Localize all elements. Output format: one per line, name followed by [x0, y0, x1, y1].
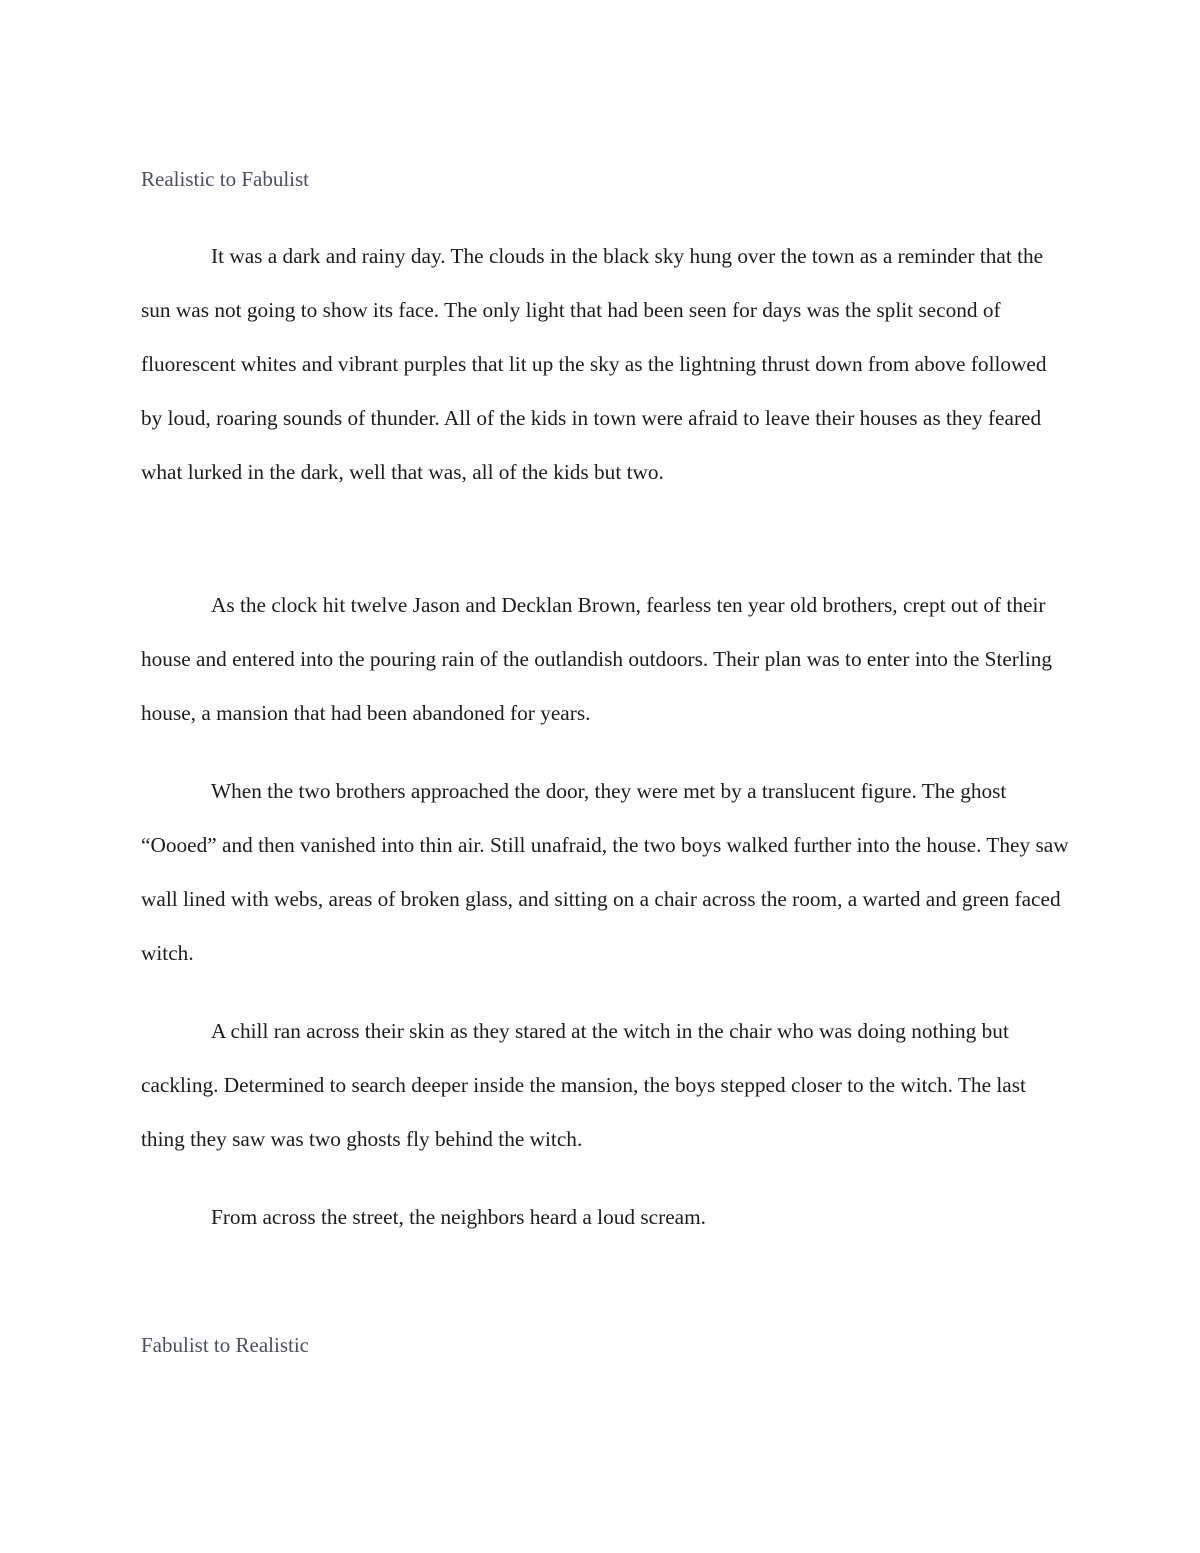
paragraph-5: From across the street, the neighbors heard a loud scream.	[211, 1205, 706, 1229]
paragraph-3: When the two brothers approached the door, they were met by a translucent figure. The ghost “Oooed” and then vanished into thin air. Still unafraid, the two boys walked further into the house. They saw wall lined with webs, areas of broken glass, and sitting on a chair across the room, a warted and green faced witch.	[141, 779, 1069, 965]
section-heading-realistic-to-fabulist: Realistic to Fabulist	[141, 167, 309, 191]
paragraph-4: A chill ran across their skin as they stared at the witch in the chair who was doing nothing but cackling. Determined to search deeper inside the mansion, the boys stepped closer to the witch. The last thing they saw was two ghosts fly behind the witch.	[141, 1019, 1026, 1151]
paragraph-block	[141, 764, 1071, 1004]
paragraph-2: As the clock hit twelve Jason and Decklan Brown, fearless ten year old brothers, crept out of their house and entered into the pouring rain of the outlandish outdoors. Their plan was to enter into the Sterling house, a mansion that had been abandoned for years.	[141, 593, 1053, 725]
paragraph-block	[141, 229, 1071, 523]
paragraph-block	[141, 1190, 1071, 1268]
paragraph-1: It was a dark and rainy day. The clouds in the black sky hung over the town as a reminder that the sun was not going to show its face. The only light that had been seen for days was the split second of fluorescent whites and vibrant purples that lit up the sky as the lightning thrust down from above followed by loud, roaring sounds of thunder. All of the kids in town were afraid to leave their houses as they feared what lurked in the dark, well that was, all of the kids but two.	[141, 244, 1047, 484]
paragraph-block	[141, 578, 1071, 764]
section-heading-fabulist-to-realistic: Fabulist to Realistic	[141, 1333, 309, 1357]
paragraph-block	[141, 1004, 1071, 1190]
